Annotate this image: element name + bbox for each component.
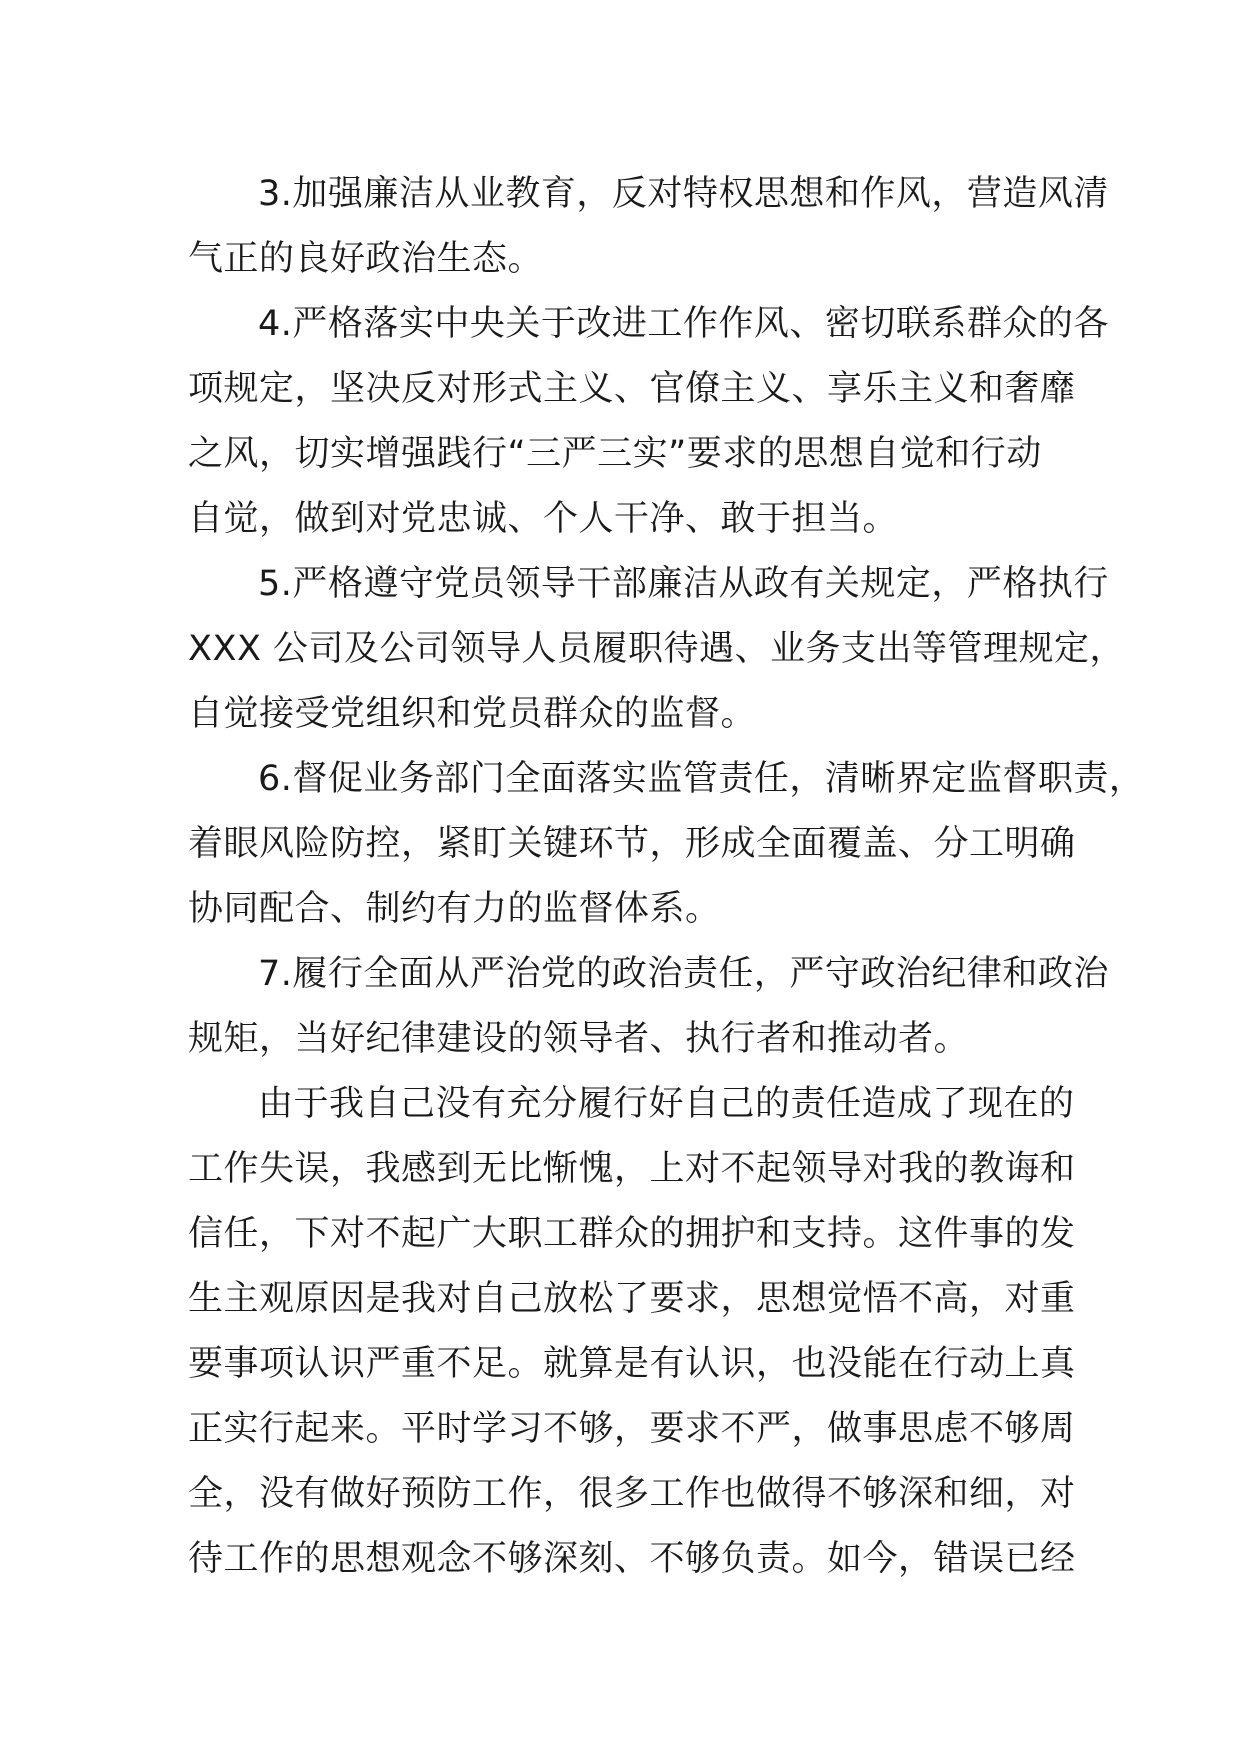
- text-line: 工作失误，我感到无比惭愧，上对不起领导对我的教诲和: [188, 1149, 1076, 1189]
- text-line: 生主观原因是我对自己放松了要求，思想觉悟不高，对重: [188, 1279, 1076, 1319]
- text-line: 待工作的思想观念不够深刻、不够负责。如今，错误已经: [188, 1539, 1076, 1579]
- text-line: 自觉，做到对党忠诚、个人干净、敢于担当。: [188, 499, 899, 539]
- text-line: 之风，切实增强践行“三严三实”要求的思想自觉和行动: [188, 434, 1042, 474]
- text-line: 规矩，当好纪律建设的领导者、执行者和推动者。: [188, 1019, 970, 1059]
- paragraph-item-5: [188, 552, 1126, 747]
- paragraph-item-6: [188, 747, 1145, 942]
- paragraph-reflection: [188, 1072, 1078, 1592]
- text-line: 自觉接受党组织和党员群众的监督。: [188, 694, 757, 734]
- text-line: 信任，下对不起广大职工群众的拥护和支持。这件事的发: [188, 1214, 1076, 1254]
- text-line: 着眼风险防控，紧盯关键环节，形成全面覆盖、分工明确: [188, 824, 1076, 864]
- text-line: 要事项认识严重不足。就算是有认识，也没能在行动上真: [188, 1344, 1076, 1384]
- document-body: [188, 162, 1145, 1592]
- text-line: XXX 公司及公司领导人员履职待遇、业务支出等管理规定，: [188, 629, 1126, 669]
- text-line: 气正的良好政治生态。: [188, 239, 544, 279]
- paragraph-item-3: [188, 162, 1109, 292]
- text-line: 全，没有做好预防工作，很多工作也做得不够深和细，对: [188, 1474, 1076, 1514]
- text-line: 3.加强廉洁从业教育，反对特权思想和作风，营造风清: [258, 174, 1109, 214]
- text-line: 项规定，坚决反对形式主义、官僚主义、享乐主义和奢靡: [188, 369, 1076, 409]
- text-line: 由于我自己没有充分履行好自己的责任造成了现在的: [258, 1084, 1075, 1124]
- text-line: 5.严格遵守党员领导干部廉洁从政有关规定，严格执行: [258, 564, 1109, 604]
- paragraph-item-4: [188, 292, 1109, 552]
- text-line: 7.履行全面从严治党的政治责任，严守政治纪律和政治: [258, 954, 1109, 994]
- text-line: 协同配合、制约有力的监督体系。: [188, 889, 721, 929]
- text-line: 正实行起来。平时学习不够，要求不严，做事思虑不够周: [188, 1409, 1076, 1449]
- text-line: 4.严格落实中央关于改进工作作风、密切联系群众的各: [258, 304, 1109, 344]
- text-line: 6.督促业务部门全面落实监管责任，清晰界定监督职责，: [258, 759, 1145, 799]
- paragraph-item-7: [188, 942, 1109, 1072]
